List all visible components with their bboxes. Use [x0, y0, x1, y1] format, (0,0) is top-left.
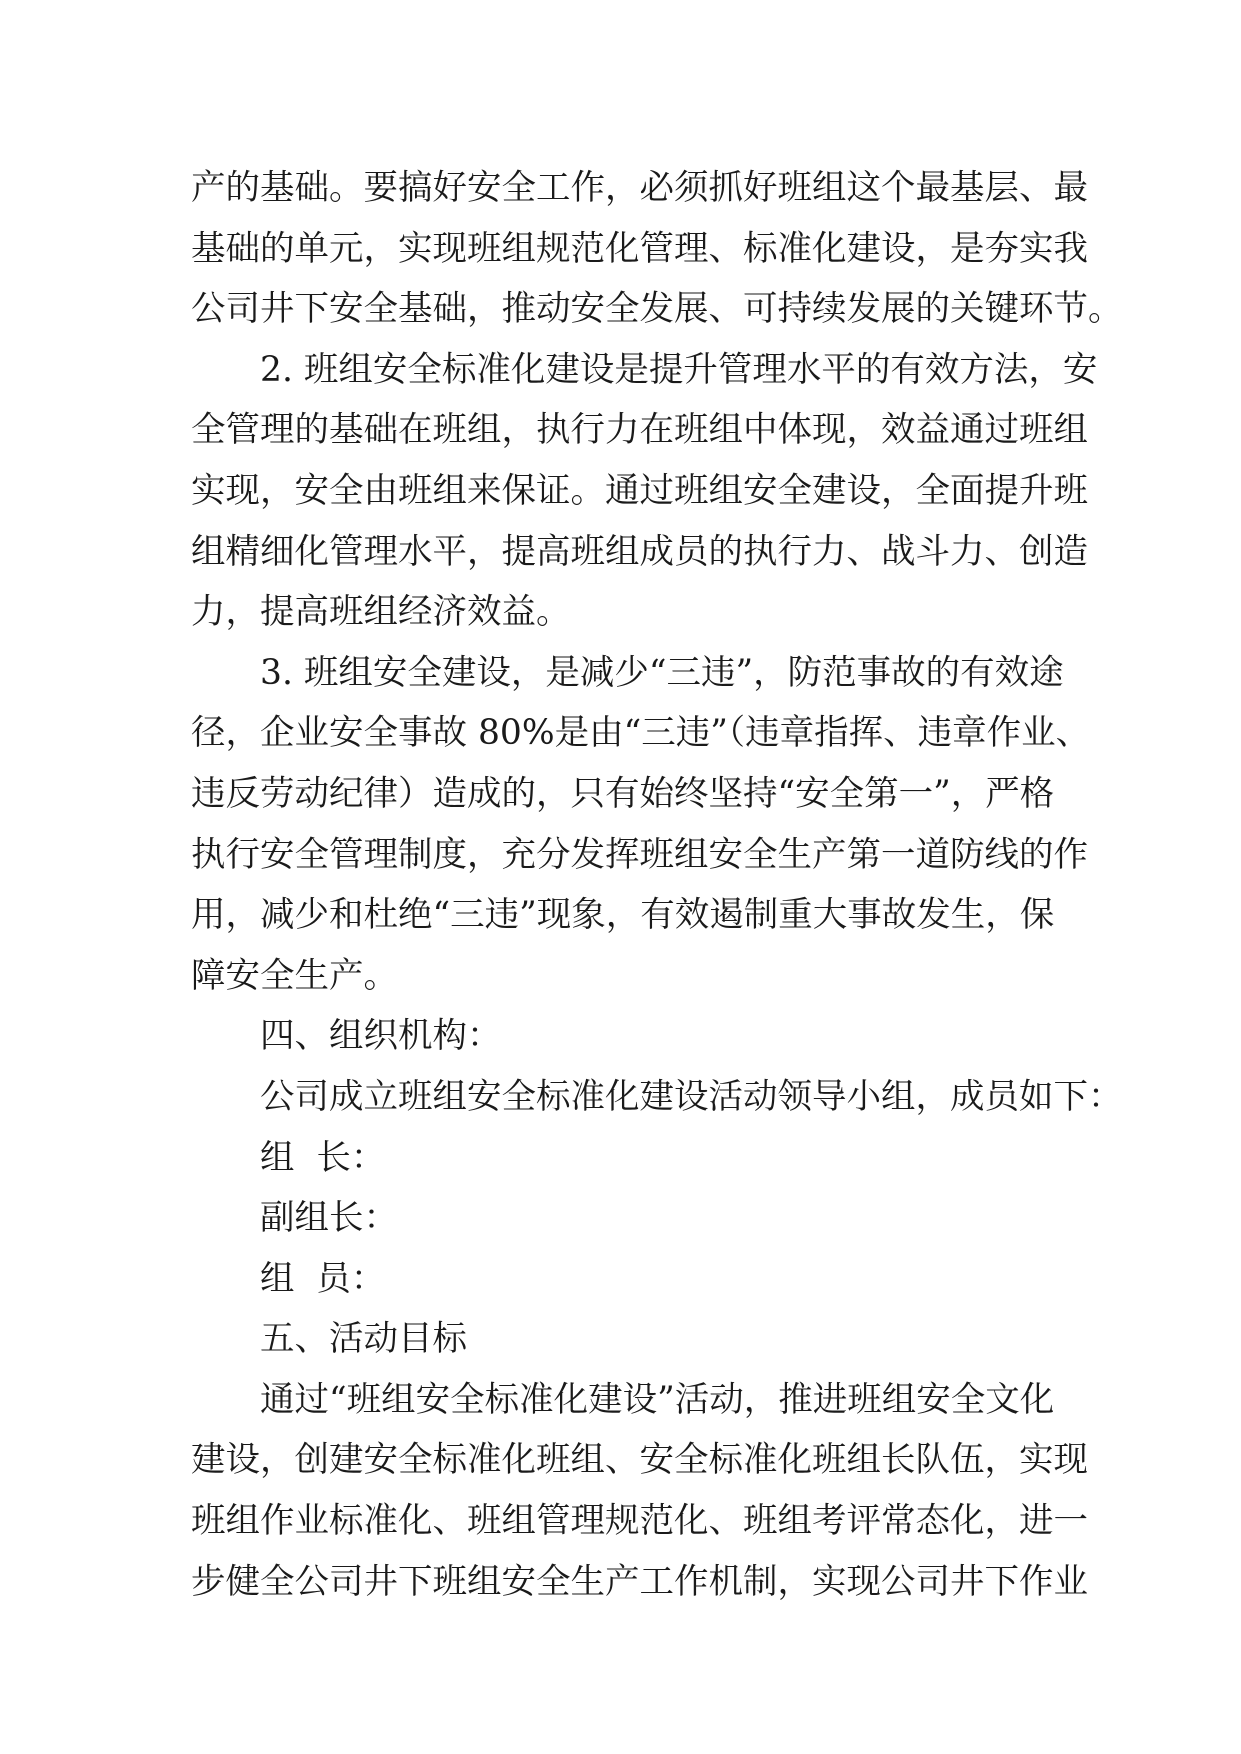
text-line: 班组作业标准化、班组管理规范化、班组考评常态化，进一 [191, 1501, 1088, 1542]
document-body [191, 158, 1123, 1612]
text-line: 组精细化管理水平，提高班组成员的执行力、战斗力、创造 [191, 531, 1088, 572]
text-line: 障安全生产。 [191, 955, 398, 996]
text-line: 实现，安全由班组来保证。通过班组安全建设，全面提升班 [191, 470, 1088, 511]
text-line: 基础的单元，实现班组规范化管理、标准化建设，是夯实我 [191, 228, 1088, 269]
text-line: 公司井下安全基础，推动安全发展、可持续发展的关键环节。 [191, 289, 1123, 330]
text-line: 执行安全管理制度，充分发挥班组安全生产第一道防线的作 [191, 834, 1088, 875]
text-line: 全管理的基础在班组，执行力在班组中体现，效益通过班组 [191, 410, 1088, 451]
text-line: 力，提高班组经济效益。 [191, 592, 571, 633]
paragraph-start-line: 通过“班组安全标准化建设”活动，推进班组安全文化 [260, 1379, 1055, 1420]
deputy-leader-label: 副组长： [260, 1198, 398, 1239]
text-line: 产的基础。要搞好安全工作，必须抓好班组这个最基层、最 [191, 168, 1088, 208]
group-leader-label: 组 长： [260, 1137, 386, 1178]
paragraph-start-line: 3. 班组安全建设，是减少“三违”，防范事故的有效途 [260, 652, 1064, 693]
paragraph-start-line: 2. 班组安全标准化建设是提升管理水平的有效方法，安 [260, 349, 1098, 390]
section-heading: 四、组织机构： [260, 1016, 502, 1057]
text-line: 用，减少和杜绝“三违”现象，有效遏制重大事故发生，保 [191, 895, 1055, 936]
text-line: 径，企业安全事故 80%是由“三违”（违章指挥、违章作业、 [191, 713, 1091, 754]
section-heading: 五、活动目标 [260, 1319, 467, 1360]
group-member-label: 组 员： [260, 1258, 386, 1299]
text-line: 步健全公司井下班组安全生产工作机制，实现公司井下作业 [191, 1561, 1088, 1602]
text-line: 违反劳动纪律）造成的，只有始终坚持“安全第一”，严格 [191, 773, 1055, 814]
text-line: 建设，创建安全标准化班组、安全标准化班组长队伍，实现 [191, 1440, 1088, 1481]
paragraph-start-line: 公司成立班组安全标准化建设活动领导小组，成员如下： [260, 1076, 1123, 1117]
